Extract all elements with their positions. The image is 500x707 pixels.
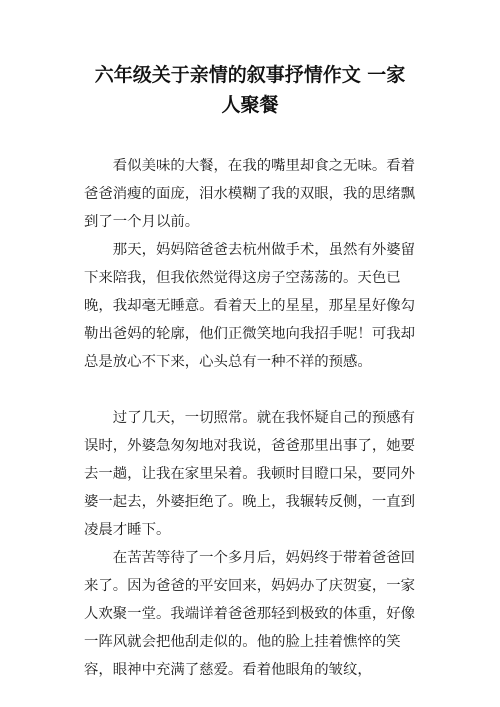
paragraph-2: 那天，妈妈陪爸爸去杭州做手术，虽然有外婆留下来陪我，但我依然觉得这房子空荡荡的。天色已晚，我却毫无睡意。看着天上的星星，那星星好像勾勒出爸妈的轮廓，他们正微笑地向我招手呢！可我却总是放心不下来，心头总有一种不祥的预感。 (84, 242, 416, 370)
paragraph-4: 在苦苦等待了一个多月后，妈妈终于带着爸爸回来了。因为爸爸的平安回来，妈妈办了庆贺宴，一家人欢聚一堂。我端详着爸爸那轻到极致的体重，好像一阵风就会把他刮走似的。他的脸上挂着憔悴的笑容，眼神中充满了慈爱。看着他眼角的皱纹， (84, 550, 416, 678)
article-title (60, 60, 440, 120)
article-body (84, 152, 424, 684)
paragraph-3: 过了几天，一切照常。就在我怀疑自己的预感有误时，外婆急匆匆地对我说，爸爸那里出事了，她要去一趟，让我在家里呆着。我顿时目瞪口呆，要同外婆一起去，外婆拒绝了。晚上，我辗转反侧，一直到凌晨才睡下。 (84, 410, 416, 538)
article-title-line-1: 六年级关于亲情的叙事抒情作文 一家 (94, 64, 406, 86)
paragraph-1: 看似美味的大餐，在我的嘴里却食之无味。看着爸爸消瘦的面庞，泪水模糊了我的双眼，我的思绪飘到了一个月以前。 (84, 158, 416, 230)
paragraph-spacer (84, 376, 424, 404)
article-title-line-2: 人聚餐 (221, 94, 279, 116)
